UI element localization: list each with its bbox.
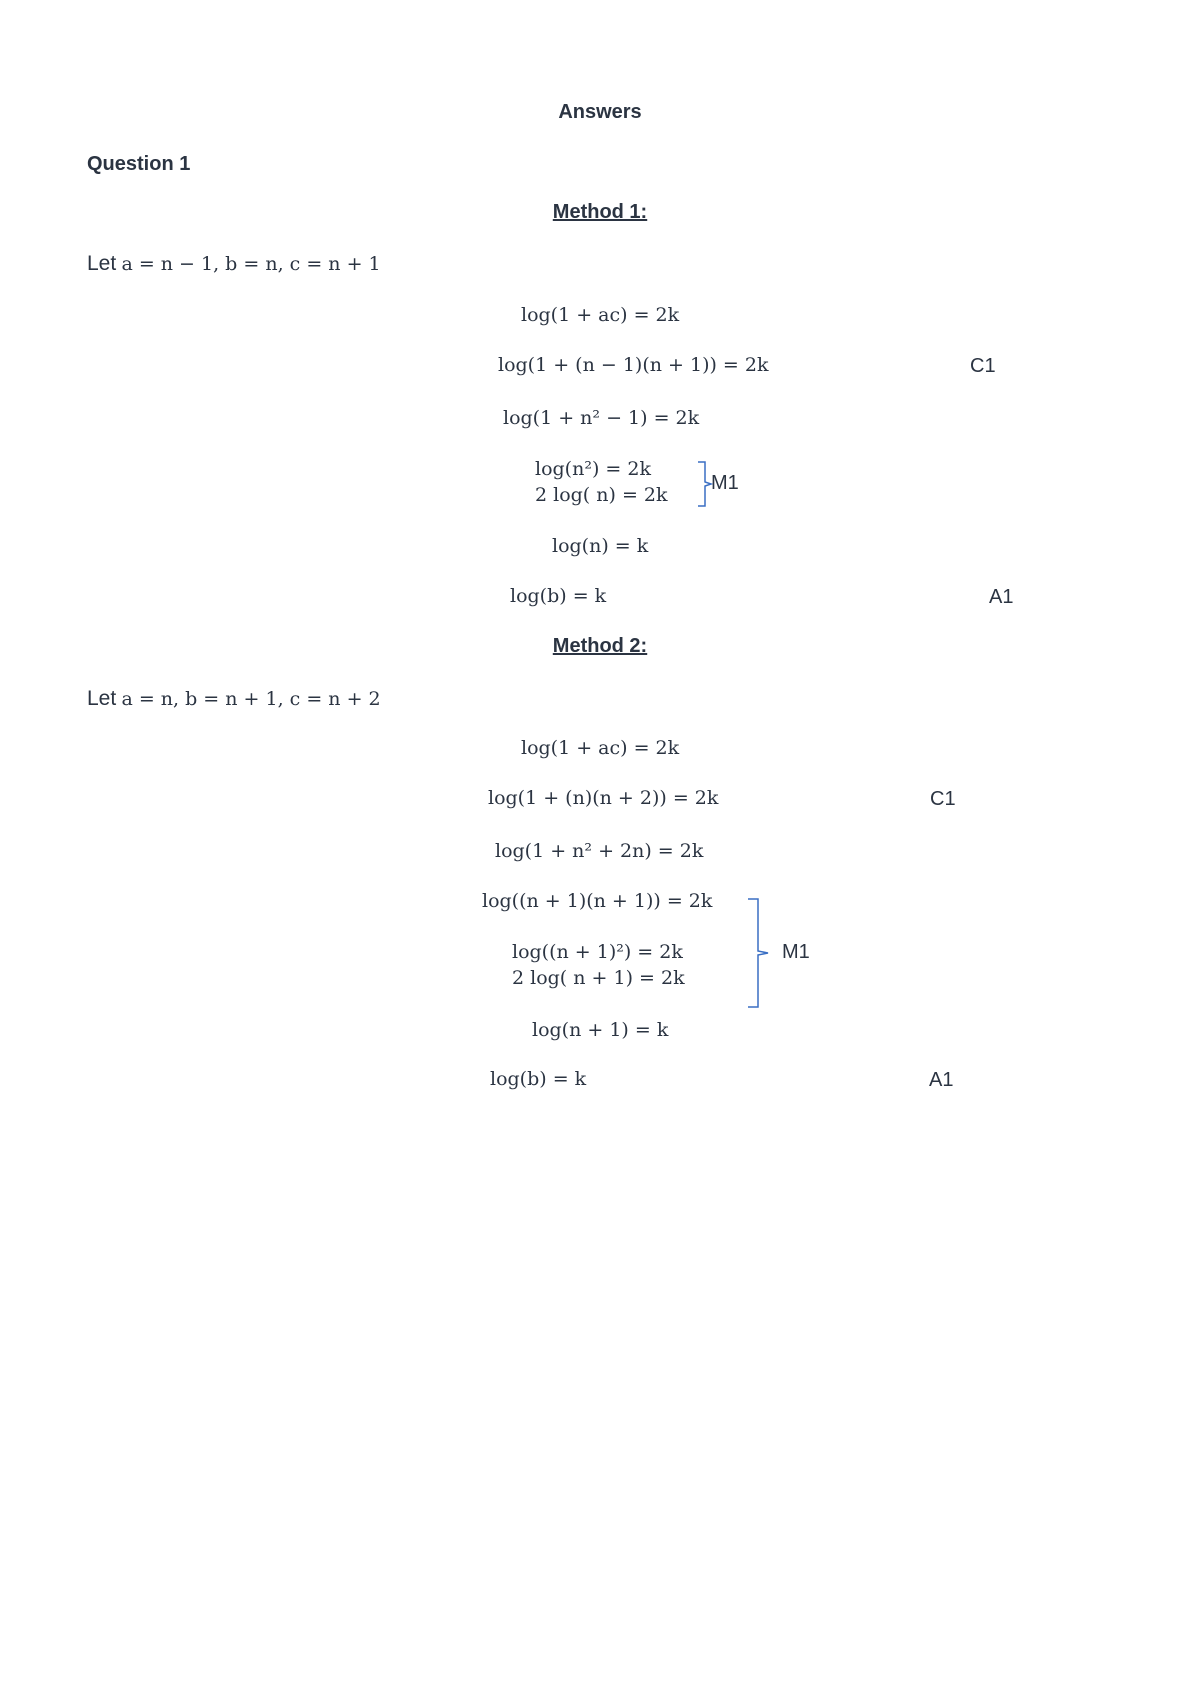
question-label: Question 1 xyxy=(87,153,191,175)
page-title: Answers xyxy=(558,101,642,123)
method-1-step-6: log(n) = k xyxy=(552,535,649,557)
method-1-step-3: log(1 + n² − 1) = 2k xyxy=(503,407,700,429)
method-2-step-8: log(b) = k xyxy=(490,1068,587,1090)
let-expression: a = n, b = n + 1, c = n + 2 xyxy=(121,688,381,710)
method-1-step-7: log(b) = k xyxy=(510,585,607,607)
method-2-step-4: log((n + 1)(n + 1)) = 2k xyxy=(482,890,713,912)
method-1-heading: Method 1: xyxy=(552,201,648,223)
method-2-step-3: log(1 + n² + 2n) = 2k xyxy=(495,840,704,862)
method-2-mark-m1: M1 xyxy=(782,941,810,963)
method-1-step-1: log(1 + ac) = 2k xyxy=(521,304,680,326)
method-1-let-line xyxy=(87,251,381,276)
method-2-mark-a1: A1 xyxy=(929,1069,954,1091)
method-2-step-5: log((n + 1)²) = 2k xyxy=(512,941,683,963)
method-2-let-line xyxy=(87,686,381,711)
method-1-step-4: log(n²) = 2k xyxy=(535,458,651,480)
method-1-mark-m1: M1 xyxy=(711,472,739,494)
method-2-bracket-icon xyxy=(746,897,776,1009)
method-1-mark-a1: A1 xyxy=(989,586,1014,608)
method-1-step-5: 2 log( n) = 2k xyxy=(535,484,668,506)
let-expression: a = n − 1, b = n, c = n + 1 xyxy=(121,253,381,275)
method-2-step-1: log(1 + ac) = 2k xyxy=(521,737,680,759)
let-word: Let xyxy=(87,687,117,710)
let-word: Let xyxy=(87,252,117,275)
method-2-heading: Method 2: xyxy=(552,635,648,657)
method-1-mark-c1: C1 xyxy=(970,355,996,377)
method-2-step-7: log(n + 1) = k xyxy=(532,1019,669,1041)
method-2-step-6: 2 log( n + 1) = 2k xyxy=(512,967,685,989)
method-2-step-2: log(1 + (n)(n + 2)) = 2k xyxy=(488,787,719,809)
method-1-step-2: log(1 + (n − 1)(n + 1)) = 2k xyxy=(498,354,769,376)
method-2-mark-c1: C1 xyxy=(930,788,956,810)
